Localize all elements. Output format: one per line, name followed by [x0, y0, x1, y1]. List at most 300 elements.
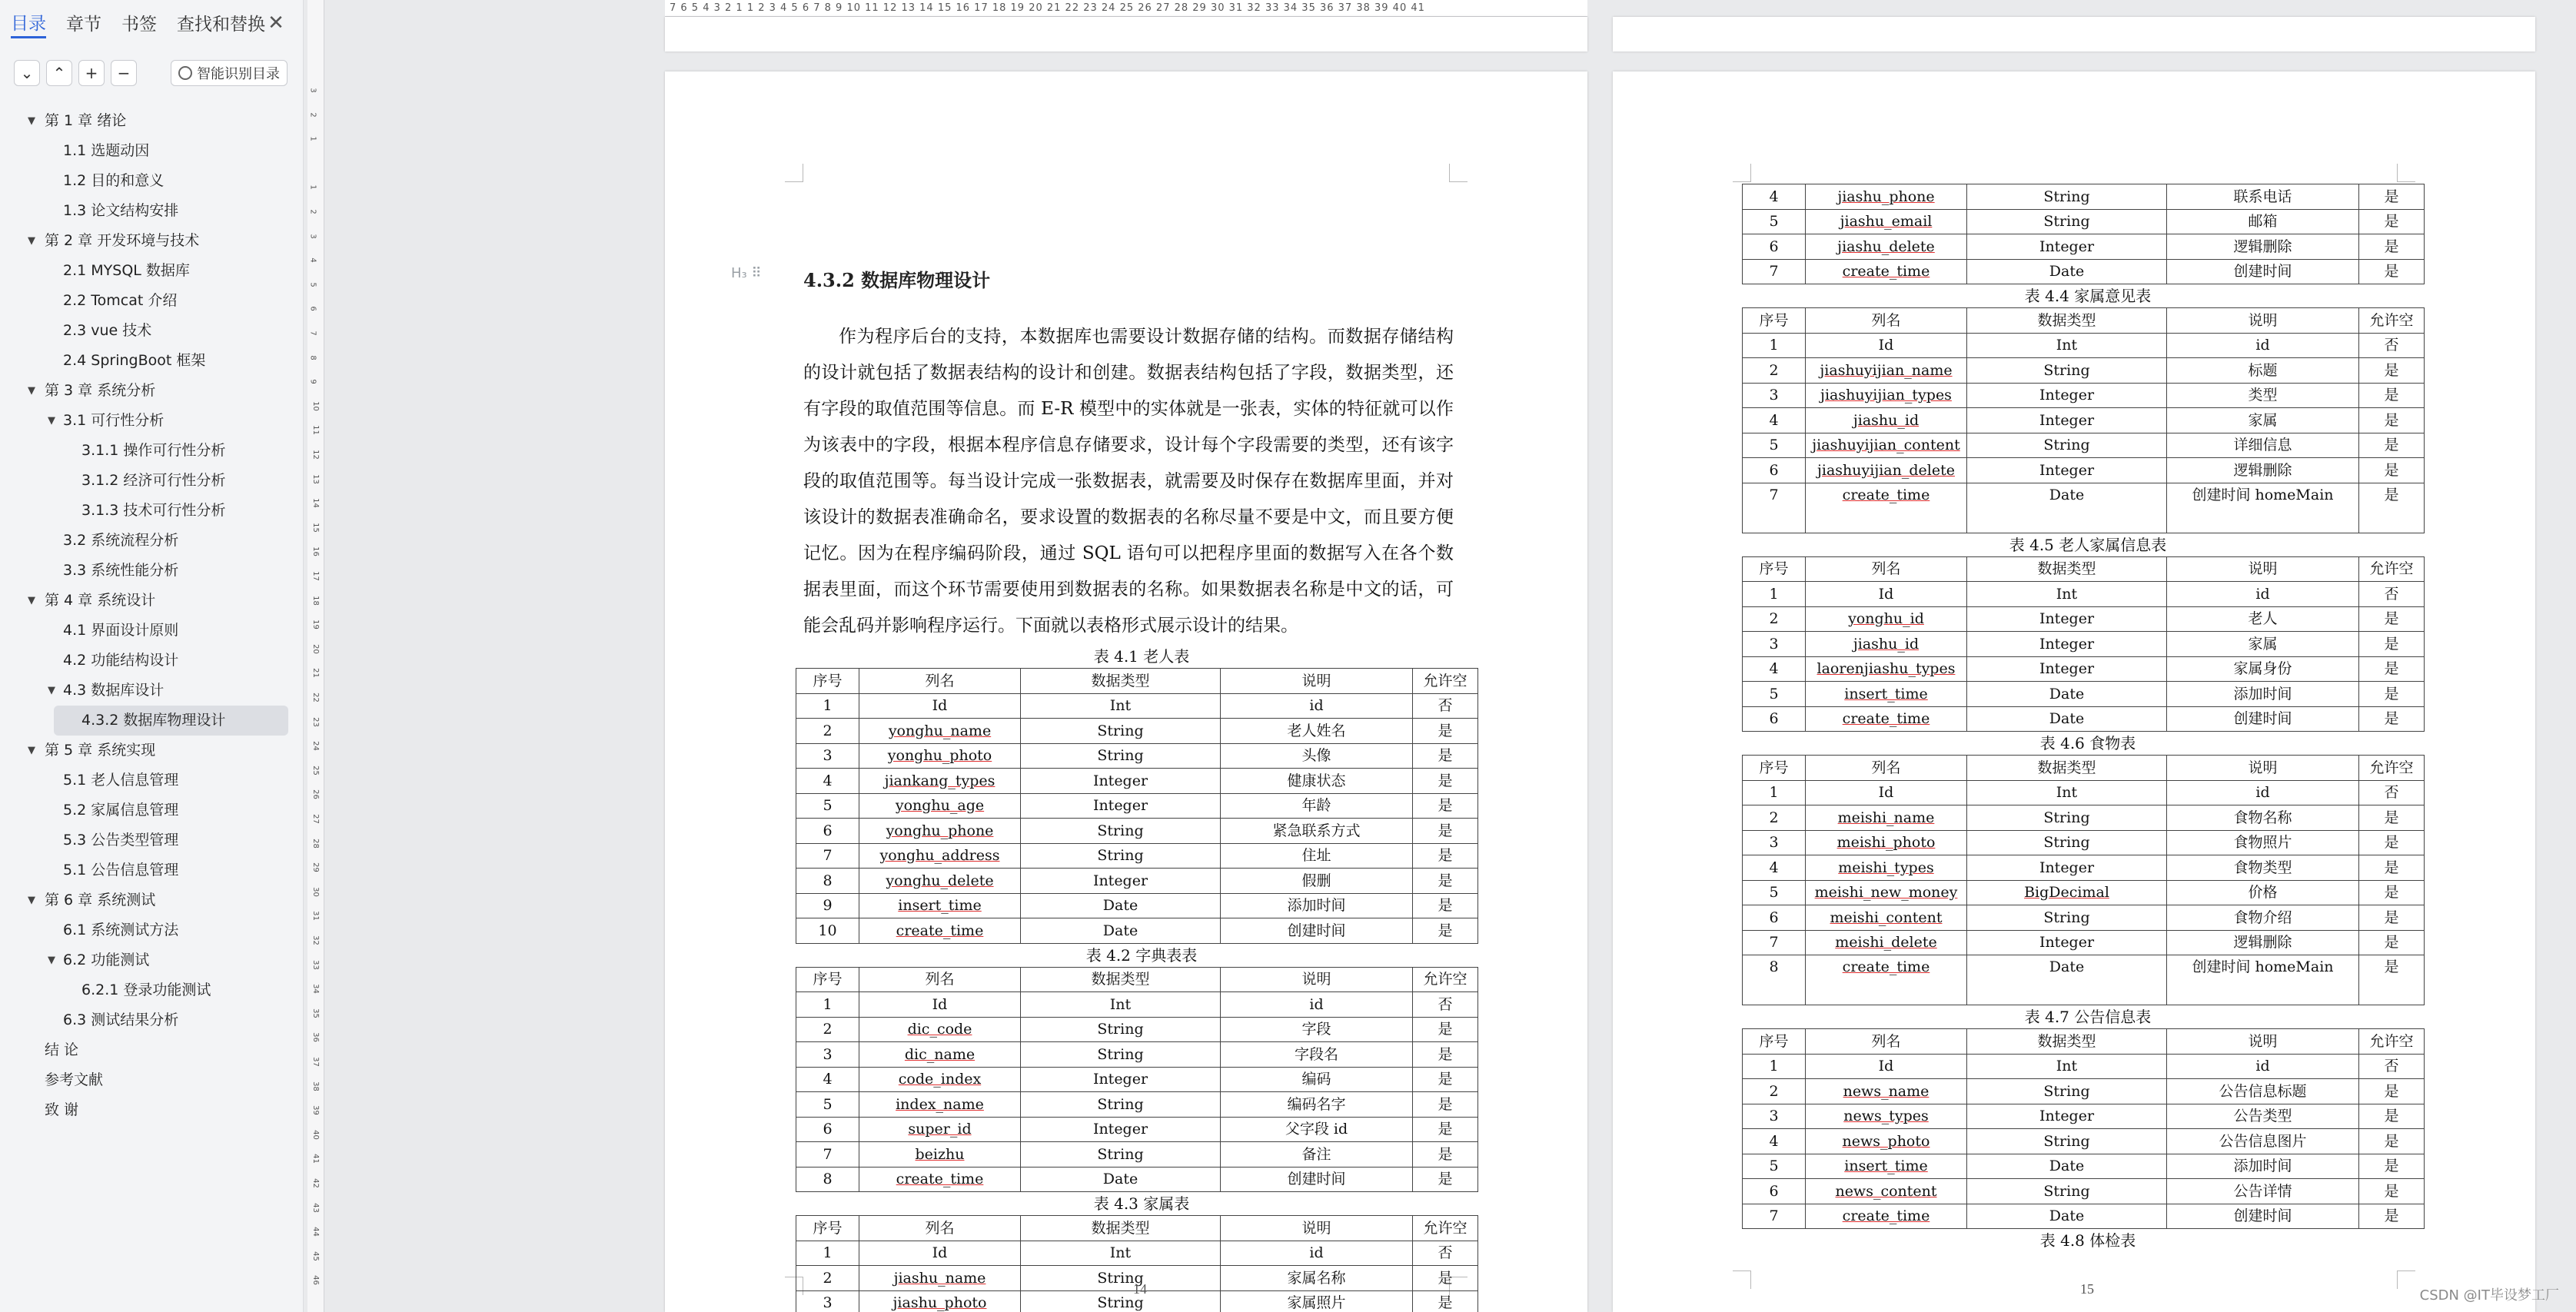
table-cell[interactable]: 是	[2359, 606, 2425, 632]
table-cell[interactable]: 数据类型	[1967, 1029, 2167, 1055]
table-cell[interactable]: jiashu_delete	[1806, 234, 1967, 260]
table-cell[interactable]: 是	[1413, 793, 1478, 819]
table-cell[interactable]: Id	[1806, 1054, 1967, 1079]
table-cell[interactable]: yonghu_delete	[859, 869, 1021, 894]
table-cell[interactable]: 创建时间	[2167, 1204, 2359, 1229]
smart-toc-button[interactable]	[171, 60, 288, 86]
table-cell[interactable]: 是	[2359, 458, 2425, 483]
table-cell[interactable]: 否	[2359, 333, 2425, 358]
table-cell[interactable]: 2	[796, 1017, 859, 1042]
table-cell[interactable]: 是	[1413, 1067, 1478, 1092]
table-cell[interactable]: 是	[2359, 358, 2425, 384]
table-cell[interactable]: Int	[1967, 780, 2167, 805]
table-cell[interactable]: 序号	[1743, 308, 1806, 334]
table-cell[interactable]: 否	[1413, 1241, 1478, 1266]
table-cell[interactable]: 6	[796, 1117, 859, 1142]
table-cell[interactable]: 5	[796, 793, 859, 819]
table-cell[interactable]: 是	[1413, 719, 1478, 744]
tab-chapters[interactable]: 章节	[66, 15, 101, 35]
table-cell[interactable]: yonghu_name	[859, 719, 1021, 744]
table-cell[interactable]: 家属	[2167, 408, 2359, 433]
table-cell[interactable]: 5	[1743, 1154, 1806, 1179]
table-cell[interactable]: 年龄	[1221, 793, 1413, 819]
table-cell[interactable]: create_time	[1806, 259, 1967, 284]
table-cell[interactable]: 老人姓名	[1221, 719, 1413, 744]
table-cell[interactable]: Integer	[1021, 793, 1221, 819]
expand-arrow-icon[interactable]: ▼	[28, 895, 35, 906]
table-cell[interactable]: id	[2167, 780, 2359, 805]
table-cell[interactable]: 健康状态	[1221, 769, 1413, 794]
table-cell[interactable]: Date	[1967, 682, 2167, 707]
toc-item[interactable]	[0, 736, 304, 766]
table-cell[interactable]: meishi_name	[1806, 805, 1967, 831]
toc-item[interactable]	[0, 945, 304, 975]
table-cell[interactable]: 允许空	[2359, 756, 2425, 781]
table-cell[interactable]: 老人	[2167, 606, 2359, 632]
table-cell[interactable]: 4	[1743, 184, 1806, 210]
table-cell[interactable]: 是	[2359, 234, 2425, 260]
toc-item[interactable]	[0, 796, 304, 825]
table-cell[interactable]: Integer	[1967, 855, 2167, 881]
table-cell[interactable]: id	[1221, 1241, 1413, 1266]
table-cell[interactable]: String	[1967, 905, 2167, 931]
table-cell[interactable]: 类型	[2167, 383, 2359, 408]
table-cell[interactable]: 是	[2359, 383, 2425, 408]
expand-arrow-icon[interactable]: ▼	[28, 595, 35, 606]
table-cell[interactable]: 说明	[1221, 1216, 1413, 1241]
toc-item[interactable]	[0, 286, 304, 316]
table-cell[interactable]: 是	[2359, 1079, 2425, 1104]
table-cell[interactable]: Integer	[1967, 632, 2167, 657]
table-cell[interactable]: 3	[1743, 1104, 1806, 1129]
table-cell[interactable]: 允许空	[1413, 1216, 1478, 1241]
table-cell[interactable]: String	[1021, 1290, 1221, 1312]
table-cell[interactable]: 7	[1743, 1204, 1806, 1229]
toc-item[interactable]	[0, 646, 304, 676]
table-cell[interactable]: 编码名字	[1221, 1092, 1413, 1118]
table-cell[interactable]: 2	[1743, 1079, 1806, 1104]
table-cell[interactable]: 5	[1743, 433, 1806, 458]
table-cell[interactable]: String	[1967, 433, 2167, 458]
horizontal-ruler[interactable]	[665, 0, 1587, 17]
table-cell[interactable]: news_content	[1806, 1179, 1967, 1204]
table-cell[interactable]: Int	[1021, 693, 1221, 719]
toc-item[interactable]	[0, 975, 304, 1005]
tab-bookmarks[interactable]: 书签	[121, 15, 157, 35]
table-cell[interactable]: String	[1967, 1079, 2167, 1104]
table-cell[interactable]: id	[2167, 1054, 2359, 1079]
table-cell[interactable]: String	[1967, 830, 2167, 855]
table-cell[interactable]: 食物类型	[2167, 855, 2359, 881]
vertical-ruler[interactable]	[307, 0, 324, 1312]
table-cell[interactable]: 公告类型	[2167, 1104, 2359, 1129]
table-cell[interactable]: String	[1021, 743, 1221, 769]
table-cell[interactable]: 9	[796, 893, 859, 918]
table-cell[interactable]: meishi_types	[1806, 855, 1967, 881]
toc-item[interactable]	[0, 885, 304, 915]
table-cell[interactable]: 7	[1743, 930, 1806, 955]
table-cell[interactable]: 数据类型	[1021, 669, 1221, 694]
table-cell[interactable]: jiashuyijian_types	[1806, 383, 1967, 408]
table-cell[interactable]: 是	[2359, 1104, 2425, 1129]
table-cell[interactable]: 备注	[1221, 1142, 1413, 1168]
toc-item[interactable]	[0, 316, 304, 346]
table-cell[interactable]: 是	[2359, 1179, 2425, 1204]
table-cell[interactable]: String	[1967, 184, 2167, 210]
table-cell[interactable]: 2	[1743, 358, 1806, 384]
table-cell[interactable]: news_name	[1806, 1079, 1967, 1104]
table-cell[interactable]: Integer	[1021, 1067, 1221, 1092]
document-page-14[interactable]	[665, 71, 1587, 1312]
table-cell[interactable]: Id	[859, 992, 1021, 1018]
table-cell[interactable]: code_index	[859, 1067, 1021, 1092]
table-cell[interactable]: 详细信息	[2167, 433, 2359, 458]
table-cell[interactable]: 家属	[2167, 632, 2359, 657]
table-cell[interactable]: Integer	[1021, 869, 1221, 894]
expand-arrow-icon[interactable]: ▼	[28, 385, 35, 397]
table-cell[interactable]: 添加时间	[2167, 682, 2359, 707]
table-cell[interactable]: 序号	[1743, 1029, 1806, 1055]
toc-item[interactable]	[0, 586, 304, 616]
table-cell[interactable]: 4	[1743, 408, 1806, 433]
table-cell[interactable]: String	[1021, 1266, 1221, 1291]
table-cell[interactable]: Date	[1967, 483, 2167, 533]
table-cell[interactable]: 序号	[796, 1216, 859, 1241]
table-cell[interactable]: 联系电话	[2167, 184, 2359, 210]
table-cell[interactable]: create_time	[1806, 483, 1967, 533]
table-cell[interactable]: yonghu_address	[859, 843, 1021, 869]
expand-arrow-icon[interactable]: ▼	[48, 415, 55, 427]
collapse-all-button[interactable]	[14, 60, 40, 86]
table-cell[interactable]: 公告信息图片	[2167, 1129, 2359, 1154]
table-cell[interactable]: id	[2167, 333, 2359, 358]
table-cell[interactable]: 是	[1413, 1092, 1478, 1118]
toc-item[interactable]	[0, 825, 304, 855]
table-cell[interactable]: 是	[1413, 1017, 1478, 1042]
table-cell[interactable]: 是	[2359, 209, 2425, 234]
toc-item[interactable]	[54, 706, 288, 736]
table-cell[interactable]: insert_time	[1806, 682, 1967, 707]
table-cell[interactable]: 列名	[1806, 556, 1967, 582]
table-cell[interactable]: 说明	[2167, 556, 2359, 582]
table-cell[interactable]: create_time	[1806, 706, 1967, 732]
table-cell[interactable]: 标题	[2167, 358, 2359, 384]
table-cell[interactable]: 1	[1743, 780, 1806, 805]
table-cell[interactable]: 否	[2359, 582, 2425, 607]
table-cell[interactable]: 是	[1413, 893, 1478, 918]
table-cell[interactable]: 是	[2359, 855, 2425, 881]
toc-item[interactable]	[0, 166, 304, 196]
table-cell[interactable]: String	[1021, 1092, 1221, 1118]
table-cell[interactable]: create_time	[1806, 1204, 1967, 1229]
table-cell[interactable]: 2	[796, 1266, 859, 1291]
table-cell[interactable]: 数据类型	[1967, 756, 2167, 781]
table-cell[interactable]: 3	[1743, 632, 1806, 657]
table-cell[interactable]: Integer	[1967, 383, 2167, 408]
toc-item[interactable]	[0, 1035, 304, 1065]
table-cell[interactable]: 8	[796, 1167, 859, 1192]
table-cell[interactable]: 2	[1743, 805, 1806, 831]
expand-arrow-icon[interactable]: ▼	[48, 955, 55, 966]
table-cell[interactable]: 是	[2359, 1204, 2425, 1229]
table-cell[interactable]: 公告详情	[2167, 1179, 2359, 1204]
table-cell[interactable]: 4	[796, 1067, 859, 1092]
table-cell[interactable]: 头像	[1221, 743, 1413, 769]
table-cell[interactable]: Integer	[1967, 1104, 2167, 1129]
table-cell[interactable]: 3	[796, 1290, 859, 1312]
table-cell[interactable]: 是	[1413, 1142, 1478, 1168]
table-cell[interactable]: 8	[796, 869, 859, 894]
table-cell[interactable]: 公告信息标题	[2167, 1079, 2359, 1104]
table-cell[interactable]: 食物照片	[2167, 830, 2359, 855]
table-cell[interactable]: insert_time	[859, 893, 1021, 918]
toc-item[interactable]	[0, 226, 304, 256]
toc-item[interactable]	[0, 526, 304, 556]
table-cell[interactable]: jiashu_id	[1806, 408, 1967, 433]
table-cell[interactable]: 10	[796, 918, 859, 944]
document-page-15[interactable]	[1613, 71, 2535, 1312]
toc-item[interactable]	[0, 1005, 304, 1035]
table-cell[interactable]: 6	[1743, 458, 1806, 483]
table-cell[interactable]: Id	[1806, 780, 1967, 805]
table-cell[interactable]: 1	[1743, 333, 1806, 358]
table-cell[interactable]: Int	[1021, 992, 1221, 1018]
table-cell[interactable]: yonghu_phone	[859, 819, 1021, 844]
table-cell[interactable]: 是	[2359, 259, 2425, 284]
table-cell[interactable]: 是	[1413, 743, 1478, 769]
table-cell[interactable]: Date	[1021, 1167, 1221, 1192]
toc-item[interactable]	[0, 676, 304, 706]
table-cell[interactable]: 创建时间	[1221, 918, 1413, 944]
table-cell[interactable]: laorenjiashu_types	[1806, 656, 1967, 682]
table-cell[interactable]: 是	[2359, 1154, 2425, 1179]
table-cell[interactable]: create_time	[859, 1167, 1021, 1192]
table-cell[interactable]: Id	[859, 693, 1021, 719]
table-cell[interactable]: Date	[1967, 1204, 2167, 1229]
table-cell[interactable]: jiashu_email	[1806, 209, 1967, 234]
table-cell[interactable]: 字段名	[1221, 1042, 1413, 1068]
table-cell[interactable]: String	[1967, 1129, 2167, 1154]
table-cell[interactable]: 数据类型	[1967, 556, 2167, 582]
table-cell[interactable]: 3	[1743, 383, 1806, 408]
table-cell[interactable]: 食物介绍	[2167, 905, 2359, 931]
table-cell[interactable]: 家属身份	[2167, 656, 2359, 682]
table-cell[interactable]: 允许空	[1413, 669, 1478, 694]
table-cell[interactable]: 是	[1413, 819, 1478, 844]
table-cell[interactable]: Date	[1967, 955, 2167, 1005]
table-cell[interactable]: 1	[1743, 582, 1806, 607]
table-cell[interactable]: dic_name	[859, 1042, 1021, 1068]
table-cell[interactable]: news_types	[1806, 1104, 1967, 1129]
table-cell[interactable]: String	[1967, 1179, 2167, 1204]
toc-item[interactable]	[0, 106, 304, 136]
table-cell[interactable]: 住址	[1221, 843, 1413, 869]
toc-item[interactable]	[0, 556, 304, 586]
table-cell[interactable]: String	[1021, 1042, 1221, 1068]
table-cell[interactable]: 列名	[859, 1216, 1021, 1241]
toc-item[interactable]	[0, 136, 304, 166]
table-cell[interactable]: 3	[796, 743, 859, 769]
table-cell[interactable]: id	[2167, 582, 2359, 607]
table-cell[interactable]: 数据类型	[1967, 308, 2167, 334]
toc-item[interactable]	[0, 496, 304, 526]
table-cell[interactable]: 是	[2359, 682, 2425, 707]
table-cell[interactable]: String	[1021, 819, 1221, 844]
table-cell[interactable]: 否	[2359, 1054, 2425, 1079]
table-cell[interactable]: Integer	[1967, 458, 2167, 483]
table-cell[interactable]: jiankang_types	[859, 769, 1021, 794]
table-cell[interactable]: 序号	[1743, 756, 1806, 781]
table-cell[interactable]: Integer	[1967, 234, 2167, 260]
table-cell[interactable]: 是	[2359, 1129, 2425, 1154]
toc-item[interactable]	[0, 406, 304, 436]
table-cell[interactable]: 5	[1743, 209, 1806, 234]
table-cell[interactable]: 4	[796, 769, 859, 794]
table-cell[interactable]: 1	[1743, 1054, 1806, 1079]
table-cell[interactable]: 7	[796, 843, 859, 869]
table-cell[interactable]: 假删	[1221, 869, 1413, 894]
table-cell[interactable]: create_time	[1806, 955, 1967, 1005]
table-cell[interactable]: String	[1967, 209, 2167, 234]
table-cell[interactable]: 列名	[1806, 1029, 1967, 1055]
table-cell[interactable]: 6	[1743, 1179, 1806, 1204]
table-cell[interactable]: 是	[1413, 769, 1478, 794]
table-cell[interactable]: 是	[1413, 1167, 1478, 1192]
table-cell[interactable]: yonghu_photo	[859, 743, 1021, 769]
toc-item[interactable]	[0, 855, 304, 885]
toc-item[interactable]	[0, 766, 304, 796]
table-cell[interactable]: 序号	[796, 967, 859, 992]
toc-item[interactable]	[0, 256, 304, 286]
table-cell[interactable]: 7	[1743, 483, 1806, 533]
expand-arrow-icon[interactable]: ▼	[28, 235, 35, 247]
table-cell[interactable]: beizhu	[859, 1142, 1021, 1168]
table-cell[interactable]: Date	[1021, 893, 1221, 918]
table-cell[interactable]: 是	[2359, 433, 2425, 458]
toc-item[interactable]	[0, 436, 304, 466]
table-cell[interactable]: Int	[1021, 1241, 1221, 1266]
table-cell[interactable]: 2	[796, 719, 859, 744]
table-cell[interactable]: Integer	[1021, 769, 1221, 794]
table-cell[interactable]: 是	[2359, 632, 2425, 657]
table-cell[interactable]: meishi_photo	[1806, 830, 1967, 855]
table-cell[interactable]: create_time	[859, 918, 1021, 944]
table-cell[interactable]: Int	[1967, 582, 2167, 607]
table-cell[interactable]: 是	[2359, 706, 2425, 732]
table-cell[interactable]: 说明	[1221, 967, 1413, 992]
table-cell[interactable]: 列名	[859, 669, 1021, 694]
table-cell[interactable]: 6	[1743, 706, 1806, 732]
table-cell[interactable]: yonghu_id	[1806, 606, 1967, 632]
toc-item[interactable]	[0, 616, 304, 646]
table-cell[interactable]: 3	[796, 1042, 859, 1068]
table-cell[interactable]: 列名	[1806, 308, 1967, 334]
table-cell[interactable]: 家属名称	[1221, 1266, 1413, 1291]
table-cell[interactable]: 逻辑删除	[2167, 458, 2359, 483]
table-cell[interactable]: 食物名称	[2167, 805, 2359, 831]
expand-up-button[interactable]	[46, 60, 72, 86]
table-cell[interactable]: 7	[796, 1142, 859, 1168]
table-cell[interactable]: Integer	[1967, 930, 2167, 955]
table-cell[interactable]: Int	[1967, 333, 2167, 358]
table-cell[interactable]: 是	[1413, 1042, 1478, 1068]
table-cell[interactable]: 创建时间 homeMain	[2167, 483, 2359, 533]
heading-level-marker[interactable]: H₃ ⠿	[731, 265, 762, 281]
toc-item[interactable]	[0, 1095, 304, 1125]
table-cell[interactable]: jiashuyijian_name	[1806, 358, 1967, 384]
table-cell[interactable]: String	[1021, 1142, 1221, 1168]
table-cell[interactable]: 是	[2359, 656, 2425, 682]
table-cell[interactable]: 5	[1743, 682, 1806, 707]
table-cell[interactable]: 8	[1743, 955, 1806, 1005]
table-cell[interactable]: Date	[1967, 706, 2167, 732]
table-cell[interactable]: 创建时间	[2167, 259, 2359, 284]
toc-item[interactable]	[0, 1065, 304, 1095]
table-cell[interactable]: 序号	[1743, 556, 1806, 582]
table-cell[interactable]: 序号	[796, 669, 859, 694]
table-cell[interactable]: String	[1967, 358, 2167, 384]
table-cell[interactable]: dic_code	[859, 1017, 1021, 1042]
table-cell[interactable]: jiashu_phone	[1806, 184, 1967, 210]
table-cell[interactable]: 4	[1743, 855, 1806, 881]
table-cell[interactable]: 4	[1743, 1129, 1806, 1154]
toc-item[interactable]	[0, 346, 304, 376]
tab-toc[interactable]: 目录	[11, 12, 46, 38]
table-cell[interactable]: Date	[1967, 259, 2167, 284]
table-cell[interactable]: 是	[1413, 843, 1478, 869]
table-cell[interactable]: 是	[2359, 930, 2425, 955]
table-cell[interactable]: Integer	[1967, 656, 2167, 682]
table-cell[interactable]: 逻辑删除	[2167, 234, 2359, 260]
table-cell[interactable]: 逻辑删除	[2167, 930, 2359, 955]
table-cell[interactable]: Integer	[1967, 606, 2167, 632]
table-cell[interactable]: id	[1221, 992, 1413, 1018]
toc-item[interactable]	[0, 466, 304, 496]
table-cell[interactable]: 否	[1413, 992, 1478, 1018]
table-cell[interactable]: 6	[796, 819, 859, 844]
table-cell[interactable]: BigDecimal	[1967, 880, 2167, 905]
table-cell[interactable]: 是	[1413, 918, 1478, 944]
table-cell[interactable]: 是	[2359, 830, 2425, 855]
table-cell[interactable]: 允许空	[2359, 1029, 2425, 1055]
table-cell[interactable]: 邮箱	[2167, 209, 2359, 234]
table-cell[interactable]: 紧急联系方式	[1221, 819, 1413, 844]
table-cell[interactable]: 否	[2359, 780, 2425, 805]
toc-item[interactable]	[0, 376, 304, 406]
table-cell[interactable]: Int	[1967, 1054, 2167, 1079]
close-pane-icon[interactable]: ✕	[268, 12, 284, 35]
table-cell[interactable]: 创建时间 homeMain	[2167, 955, 2359, 1005]
table-cell[interactable]: jiashu_id	[1806, 632, 1967, 657]
table-cell[interactable]: 3	[1743, 830, 1806, 855]
table-cell[interactable]: Date	[1967, 1154, 2167, 1179]
table-cell[interactable]: super_id	[859, 1117, 1021, 1142]
table-cell[interactable]: 4	[1743, 656, 1806, 682]
table-cell[interactable]: 是	[1413, 1117, 1478, 1142]
table-cell[interactable]: 数据类型	[1021, 1216, 1221, 1241]
table-cell[interactable]: 允许空	[2359, 556, 2425, 582]
table-cell[interactable]: jiashuyijian_delete	[1806, 458, 1967, 483]
table-cell[interactable]: 1	[796, 992, 859, 1018]
table-cell[interactable]: 数据类型	[1021, 967, 1221, 992]
table-cell[interactable]: 说明	[2167, 756, 2359, 781]
table-cell[interactable]: 7	[1743, 259, 1806, 284]
table-cell[interactable]: 家属照片	[1221, 1290, 1413, 1312]
table-cell[interactable]: 是	[2359, 805, 2425, 831]
table-cell[interactable]: 说明	[2167, 308, 2359, 334]
table-cell[interactable]: 添加时间	[1221, 893, 1413, 918]
table-cell[interactable]: 是	[2359, 955, 2425, 1005]
